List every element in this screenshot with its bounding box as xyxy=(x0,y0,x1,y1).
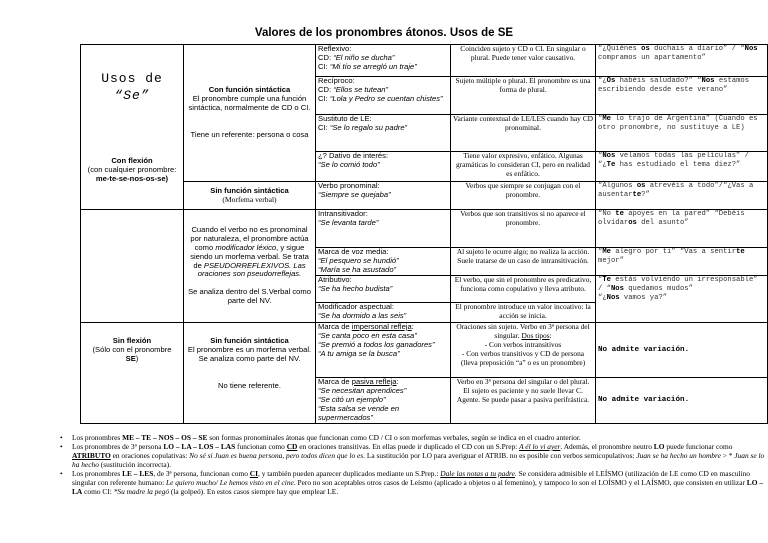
sfs-desc: Cuando el verbo no es pronominal por naturaleza, el pronombre actúa como xyxy=(190,224,309,252)
t: Los pronombres xyxy=(72,433,123,442)
sin-flexion-end: ) xyxy=(135,353,139,363)
sin-flexion-heading: Sin flexión xyxy=(112,336,152,345)
con-flexion-pronouns: me-te-se-nos-os-se) xyxy=(95,173,169,183)
ex: Nos xyxy=(602,152,616,160)
ex: “Algunos xyxy=(598,182,637,190)
t: funcionan como xyxy=(235,442,287,451)
atributivo-cell xyxy=(316,276,451,303)
row-name: Modificador aspectual: xyxy=(318,302,394,311)
big-title xyxy=(83,70,181,104)
example: “Se levanta tarde” xyxy=(318,217,379,227)
impersonal-cell xyxy=(316,323,451,378)
sin-funcion-2-cell xyxy=(184,323,316,424)
page-title: Valores de los pronombres átonos. Usos de SE xyxy=(254,27,514,39)
label: : xyxy=(396,377,399,386)
note-2 xyxy=(60,442,765,469)
t: ME – TE – NOS – OS – SE xyxy=(122,433,208,442)
voz-media-cell xyxy=(316,248,451,276)
t: Le quiero mucho/ Le hemos visto en el cine xyxy=(166,478,294,487)
ex: “ xyxy=(598,115,603,123)
label: CI: xyxy=(318,61,330,71)
ex: estamos escribiendo desde este verano” xyxy=(598,77,750,94)
ex: lo trajo de Argentina” (Cuando es otro pronombre, no sustituye a LE) xyxy=(598,115,758,132)
row-name: Intransitivador: xyxy=(318,209,368,218)
ex: “ xyxy=(598,152,603,160)
row-examples xyxy=(596,45,768,77)
label: pasiva refleja xyxy=(351,377,397,386)
ex: “ xyxy=(598,276,603,284)
ex: Me xyxy=(602,115,611,123)
row-desc: Verbos que son transitivos si no aparece el pronombre. xyxy=(451,210,596,248)
pasiva-cell xyxy=(316,378,451,424)
t: A él lo vi ayer xyxy=(519,442,561,451)
ex: alegro por ti” “Vas a sentir xyxy=(610,248,737,256)
ex: vamos ya?” xyxy=(619,293,668,302)
label: : xyxy=(411,322,414,331)
ex: Te xyxy=(602,276,611,284)
ex: duchais a diario” / “ xyxy=(649,45,745,53)
ex: os xyxy=(628,218,637,227)
ex: os xyxy=(641,45,650,53)
desc: Oraciones sin sujeto. Verbo en 3ª persona del singular. xyxy=(456,322,590,340)
sin-flexion-se: SE xyxy=(125,353,136,363)
desc: Dos tipos xyxy=(521,330,550,340)
t: LO xyxy=(653,442,665,451)
table-row xyxy=(81,210,768,248)
t: . Se considera admisible el LEÍSMO (utilización de LE como CD en masculino singular con referente humano: xyxy=(72,469,750,487)
example: “Se ha dormido a las seis” xyxy=(318,310,407,320)
ex: compramos un apartamento” xyxy=(598,53,706,62)
t: , y también pueden aparecer duplicados mediante un S.Prep.: xyxy=(258,469,441,478)
example: “El pesquero se hundió” xyxy=(318,255,399,265)
row-name: Reflexivo: xyxy=(318,44,352,53)
ex: Nos xyxy=(606,293,620,302)
sfs-desc: PSEUDORREFLEXIVOS. Las oraciones son pseudorreflejas. xyxy=(197,260,306,279)
pronouns-table xyxy=(80,44,768,424)
intransitivador-cell xyxy=(316,210,451,248)
ex: te xyxy=(615,210,624,218)
dativo-cell xyxy=(316,152,451,182)
t: ATRIBUTO xyxy=(72,451,111,460)
sfs-heading: Sin función sintáctica xyxy=(210,185,289,195)
pasiva-desc xyxy=(451,378,596,424)
label: CI: xyxy=(318,122,330,132)
example: “Se ha hecho budista” xyxy=(318,283,393,293)
sin-flexion-cell xyxy=(81,323,184,424)
example: “A tu amiga se la busca” xyxy=(318,348,400,358)
row-name: Atributivo: xyxy=(318,275,352,284)
example: “Se lo comió todo” xyxy=(318,159,380,169)
verbo-pronominal-cell xyxy=(316,182,451,210)
row-desc: Variante contextual de LE/LES cuando hay CD pronominal. xyxy=(451,115,596,152)
ex: atrevéis a todo”/“¿Vas a ausentar xyxy=(598,182,754,199)
label: CD: xyxy=(318,52,334,62)
con-flexion-heading: Con flexión xyxy=(111,155,153,165)
col1-empty-cell xyxy=(81,210,184,323)
table-row xyxy=(81,45,768,77)
ex: apoyes en la pared” “Debéis olvidar xyxy=(598,210,745,227)
desc: : xyxy=(549,330,552,340)
desc: - Con verbos intransitivos xyxy=(484,339,562,349)
label: Marca de xyxy=(318,377,352,386)
ex: “ xyxy=(598,248,603,256)
t: . Pero no son aceptables otros casos de Leísmo (aplicado a objetos o al femenino), y tampoco lo son el LOÍSMO y el LAÍSMO, que consisten en utilizar xyxy=(293,478,747,487)
t: en oraciones copulativas: xyxy=(110,451,190,460)
pseudorreflexivos-cell xyxy=(184,210,316,323)
t: puede funcionar como xyxy=(664,442,733,451)
sfs-desc: , y sigue siendo un morfema verbal. Se trata de xyxy=(190,242,309,270)
ex: te xyxy=(632,190,642,199)
ex: Os xyxy=(606,77,616,85)
sfs2-heading: Sin función sintáctica xyxy=(210,336,289,345)
ex: os xyxy=(636,182,646,190)
row-examples xyxy=(596,182,768,210)
example: “Se lo regalo su padre” xyxy=(329,122,408,132)
ex: “No xyxy=(598,210,616,218)
row-desc: El pronombre introduce un valor incoativo: la acción se inicia. xyxy=(451,303,596,323)
t: (la golpeó). En estos casos siempre hay que emplear LE. xyxy=(169,487,339,496)
ex: mejor” xyxy=(598,256,624,265)
ex: quedamos mudos” xyxy=(623,284,693,293)
ex: Nos xyxy=(701,77,715,85)
ex: Me xyxy=(602,248,611,256)
label: CI: xyxy=(318,93,330,103)
t: Los pronombres de 3ª persona xyxy=(72,442,164,451)
pasiva-example: No admite variación. xyxy=(596,378,768,424)
row-name: Verbo pronominal: xyxy=(318,181,380,190)
ex: velamos todas las películas” / “¿ xyxy=(598,152,749,169)
row-examples xyxy=(596,276,768,323)
big-title-line1: Usos de xyxy=(101,71,163,87)
table-row xyxy=(81,323,768,378)
t: (sustitución incorrecta). xyxy=(98,460,171,469)
desc: Verbo en 3ª persona del singular o del plural. xyxy=(456,377,590,386)
t: en oraciones transitivas. En ellas puede ir duplicado el CD con un S.Prep: xyxy=(297,442,520,451)
example: “Esta salsa se vende en supermercados” xyxy=(318,403,400,422)
ex: Nos xyxy=(610,284,624,293)
example: “Ellos se tutean” xyxy=(333,84,389,94)
row-examples xyxy=(596,115,768,152)
cfs-ref: Tiene un referente: persona o cosa xyxy=(190,129,309,139)
impersonal-desc xyxy=(451,323,596,378)
example: “Lola y Pedro se cuentan chistes” xyxy=(329,93,443,103)
label: CD: xyxy=(318,84,334,94)
example: “El niño se ducha” xyxy=(333,52,395,62)
t: > * xyxy=(720,451,735,460)
aspectual-cell xyxy=(316,303,451,323)
ex: ?” xyxy=(641,190,650,199)
example: “María se ha asustado” xyxy=(318,264,397,274)
note-1 xyxy=(60,433,765,442)
row-desc: Verbos que siempre se conjugan con el pronombre. xyxy=(451,182,596,210)
desc: - Con verbos transitivos y CD de persona (lleva preposición “a” o es un pronombre) xyxy=(460,348,586,367)
sin-flexion-sub: (Sólo con el pronombre xyxy=(92,344,172,354)
t: LO – LA – LOS – LAS xyxy=(163,442,236,451)
t: , de 3ª persona, funcionan como xyxy=(153,469,250,478)
ex: habéis saludado?” “ xyxy=(615,77,702,85)
row-examples xyxy=(596,152,768,182)
ex: “¿Quiénes xyxy=(598,45,642,53)
t: . Además, el pronombre neutro xyxy=(560,442,654,451)
row-name: ¿? Dativo de interés: xyxy=(318,151,389,160)
row-desc: Al sujeto le ocurre algo; no realiza la acción. Suele tratarse de un caso de intransitivación. xyxy=(451,248,596,276)
ex: Te xyxy=(606,160,616,169)
label: Marca de xyxy=(318,322,352,331)
ex: estás volviendo un irresponsable” / “ xyxy=(598,276,758,293)
row-desc: Coinciden sujeto y CD o CI. En singular o plural. Puede tener valor causativo. xyxy=(451,45,596,77)
sustituto-cell xyxy=(316,115,451,152)
t: son formas pronominales átonas que funcionan como CD / CI o son morfemas verbales, según se indica en el cuadro anterior. xyxy=(207,433,581,442)
t: CI xyxy=(249,469,258,478)
t: . La sustitución por LO para averiguar el ATRIB. no es posible con verbos semicopulativos: xyxy=(363,451,637,460)
row-examples xyxy=(596,77,768,115)
label: impersonal refleja xyxy=(351,322,412,331)
t: Juan se ha hecho un hombre xyxy=(636,451,721,460)
t: LO – LA xyxy=(72,478,764,496)
t: Los pronombres xyxy=(72,469,123,478)
t: CD xyxy=(286,442,298,451)
t: *Su madre la pegó xyxy=(113,487,170,496)
t: LE – LES xyxy=(122,469,154,478)
t: Juan se lo ha hecho xyxy=(72,451,765,469)
sfs2-ref: No tiene referente. xyxy=(218,380,281,390)
sfs-desc: Se analiza dentro del S.Verbal como parte del NV. xyxy=(188,287,311,306)
row-examples xyxy=(596,248,768,276)
t: Dale las notas a tu padre xyxy=(440,469,515,478)
sfs-desc: modificador léxico xyxy=(215,242,277,252)
row-name: Recíproco: xyxy=(318,76,355,85)
t: como CI: xyxy=(82,487,114,496)
row-name: Marca de voz media: xyxy=(318,247,389,256)
ex: “¿ xyxy=(598,77,607,85)
con-flexion-cell xyxy=(81,45,184,210)
ex: Nos xyxy=(744,45,758,53)
reflexivo-cell xyxy=(316,45,451,77)
example: “Se canta poco en esta casa” xyxy=(318,330,417,340)
table-row xyxy=(81,182,768,210)
desc: El sujeto es paciente y no suele llevar C. Agente. Se puede pasar a pasiva perifrástica. xyxy=(456,385,590,404)
impersonal-example: No admite variación. xyxy=(596,323,768,378)
example: “Se citó un ejemplo” xyxy=(318,394,386,404)
ex: te xyxy=(736,248,745,256)
con-flexion-sub: (con cualquier pronombre: xyxy=(87,164,177,174)
sfs2-desc: El pronombre es un morfema verbal. Se analiza como parte del NV. xyxy=(187,344,312,363)
note-3 xyxy=(60,469,765,496)
ex: has estudiado el tema diez?” xyxy=(615,160,741,169)
big-title-line2: “Se” xyxy=(114,88,150,104)
ex: del asunto” xyxy=(636,218,689,227)
con-funcion-cell xyxy=(184,45,316,182)
ex: “¿ xyxy=(598,293,607,302)
row-desc: El verbo, que sin el pronombre es predicativo, funciona como copulativo y lleva atributo. xyxy=(451,276,596,303)
row-desc: Sujeto múltiple o plural. El pronombre es una forma de plural. xyxy=(451,77,596,115)
example: “Mi tío se arregló un traje” xyxy=(329,61,417,71)
cfs-desc: El pronombre cumple una función sintáctica, normalmente de CD o CI. xyxy=(188,94,311,113)
example: “Siempre se quejaba” xyxy=(318,189,391,199)
sfs-sub: (Morfema verbal) xyxy=(222,194,277,204)
row-name: Sustituto de LE: xyxy=(318,114,372,123)
reciproco-cell xyxy=(316,77,451,115)
row-examples xyxy=(596,210,768,248)
example: “Se necesitan aprendices” xyxy=(318,385,407,395)
t: No sé si Juan es buena persona, pero todos dicen que lo es xyxy=(189,451,364,460)
example: “Se premió a todos los ganadores” xyxy=(318,339,435,349)
sin-funcion-cell xyxy=(184,182,316,210)
cfs-heading: Con función sintáctica xyxy=(208,85,291,95)
notes xyxy=(60,433,765,496)
row-desc: Tiene valor expresivo, enfático. Algunas gramáticas lo consideran CI, pero en realidad es enfático. xyxy=(451,152,596,182)
